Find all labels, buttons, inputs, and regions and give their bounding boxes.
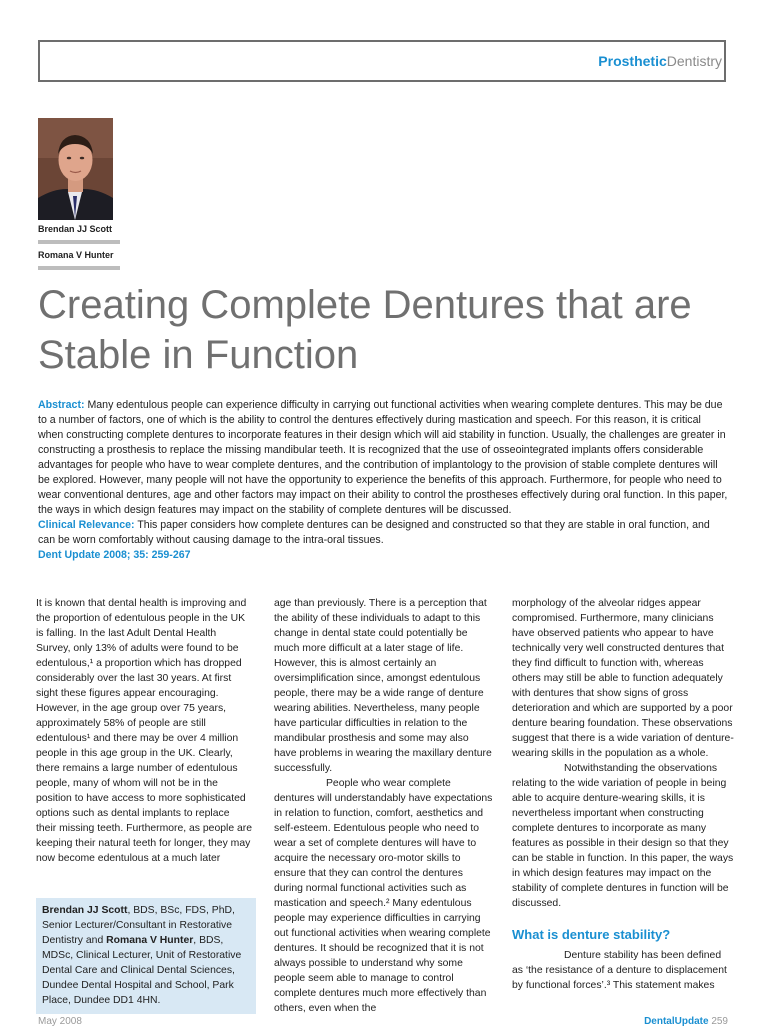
bio-author-name: Romana V Hunter	[106, 935, 194, 946]
author-name: Brendan JJ Scott	[38, 222, 120, 244]
article-title: Creating Complete Dentures that are Stable in Function	[38, 283, 692, 377]
section-label	[598, 53, 722, 69]
section-label-part1: Prosthetic	[598, 53, 667, 69]
body-paragraph: morphology of the alveolar ridges appear compromised. Furthermore, many clinicians have observed patients who appear to have technically very well constructed dentures that they find difficult to function with, whereas others may still be able to function adequately with dentures that show signs of gross deterioration and which are supported by a poor denture bearing foundation. These observations suggest that there is a wide variation of denture-wearing skills in the population as a whole.	[512, 598, 734, 759]
author-list	[38, 222, 120, 274]
body-paragraph: It is known that dental health is improving and the proportion of edentulous people in the UK is falling. In the last Adult Dental Health Survey, only 13% of adults were found to be edentulous,¹ a proportion which has dropped considerably over the last 30 years. At first sight these figures appear encouraging. However, in the age group over 75 years, approximately 58% of people are still edentulous¹ and there may be over 4 million people in this age group in the UK. Clearly, there remains a large number of edentulous people, many of whom will not be in the position to have access to more sophisticated options such as dental implants to replace their missing teeth. Furthermore, as people are keeping their natural teeth for longer, they may now become edentulous at a much later	[36, 598, 252, 864]
body-paragraph: age than previously. There is a perception that the ability of these individuals to adapt to this change in dental state could potentially be much more difficult at a later stage of life. However, this is almost certainly an oversimplification since, amongst edentulous people, there may be a wide range of denture wearing abilities. Nevertheless, many people have particular difficulties in relation to the mandibular prosthesis and some may also have problems in wearing the maxillary denture successfully.	[274, 598, 492, 774]
body-paragraph: Notwithstanding the observations relating to the wide variation of people in being able to acquire denture-wearing skills, it is nevertheless important when constructing complete dentures to incorporate as many features as possible in their design so that they can be stable in function. In this paper, the ways in which design features may impact on the stability of complete dentures in function will be discussed.	[512, 763, 734, 909]
bio-text: , BDS, MDSc, Clinical Lecturer, Unit of Restorative Dental Care and Clinical Dental Sciences, Dundee Dental Hospital and School, Park Place, Dundee DD1 4HN.	[42, 935, 242, 1006]
abstract-block	[38, 398, 728, 563]
body-paragraph: People who wear complete dentures will understandably have expectations in relation to function, comfort, aesthetics and self-esteem. Edentulous people who need to wear a set of complete dentures will have to acquire the necessary oro-motor skills to ensure that they can control the dentures during normal functional activities such as mastication and speech.² Many edentulous people may experience difficulties in carrying out functional activities when wearing complete dentures. It should be recognized that it is not always possible to understand why some people seem able to manage to control complete dentures much more effectively than others, even when the	[274, 778, 493, 1014]
clinical-relevance-text: This paper considers how complete dentures can be designed and constructed so that they are stable in oral function, and can be worn comfortably without causing damage to the intra-oral tissues.	[38, 519, 710, 546]
bio-text: , BDS, BSc, FDS, PhD, Senior Lecturer/Consultant in Restorative Dentistry and	[42, 905, 235, 946]
page-number: 259	[711, 1016, 728, 1027]
footer-brand: DentalUpdate	[644, 1016, 709, 1027]
abstract-text: Many edentulous people can experience difficulty in carrying out functional activities when wearing complete dentures. This may be due to a number of factors, one of which is the ability to control the dentures effectively during mastication and speech. For this reason, it is critical when constructing complete dentures to incorporate features in their design which will aid stability in function. Usually, the challenges are greater in constructing a prosthesis to replace the missing mandibular teeth. It is recognized that the use of osseointegrated implants offers considerable advantages for people who have to wear complete dentures, and the contribution of implantology to the provision of stable complete dentures will be explored. However, many people will not have the opportunity to experience the benefits of this approach. Furthermore, for people who need to wear conventional dentures, age and other factors may impact on their ability to control the prostheses effectively during oral function. In this paper, the ways in which design features may impact on the stability of complete dentures will be discussed.	[38, 399, 728, 516]
clinical-relevance-label: Clinical Relevance:	[38, 519, 135, 531]
footer-page	[644, 1016, 728, 1027]
section-label-part2: Dentistry	[666, 53, 722, 69]
author-name: Romana V Hunter	[38, 248, 120, 270]
footer-date: May 2008	[38, 1016, 82, 1027]
body-paragraph: Denture stability has been defined as ‘the resistance of a denture to displacement by functional forces’.³ This statement makes	[512, 950, 727, 991]
author-photo-image	[38, 118, 113, 220]
author-bio-box	[36, 898, 256, 1014]
citation: Dent Update 2008; 35: 259-267	[38, 549, 191, 561]
body-column-1	[36, 596, 252, 866]
clinical-relevance-paragraph	[38, 518, 728, 548]
abstract-label: Abstract:	[38, 399, 85, 411]
header-box	[38, 40, 726, 82]
bio-author-name: Brendan JJ Scott	[42, 905, 128, 916]
abstract-paragraph	[38, 398, 728, 518]
body-column-3	[512, 596, 734, 993]
author-photo	[38, 118, 113, 220]
body-column-2	[274, 596, 494, 1016]
section-heading: What is denture stability?	[512, 927, 671, 942]
